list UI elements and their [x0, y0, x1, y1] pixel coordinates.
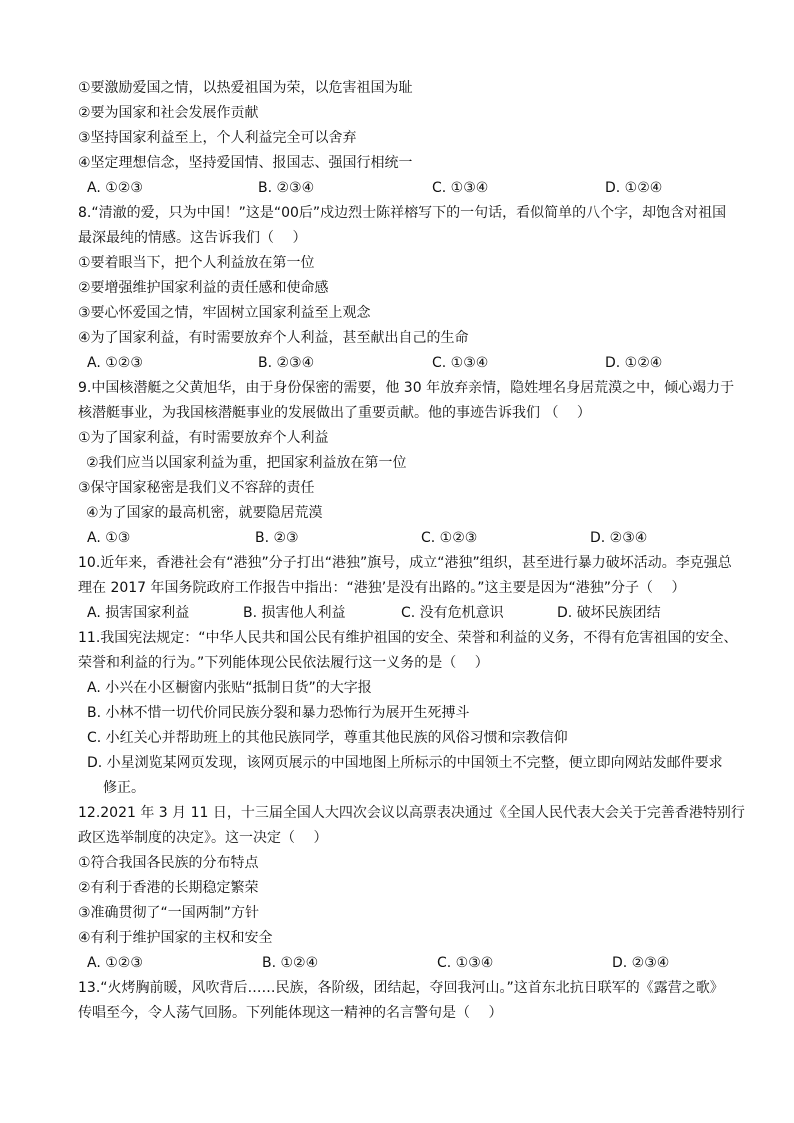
- q10-option-c: C. 没有危机意识: [401, 605, 504, 621]
- q11-stem-line-2: 荣誉和利益的行为。”下列能体现公民依法履行这一义务的是（ ）: [78, 655, 489, 671]
- q7-statement-3: ③坚持国家利益至上，个人利益完全可以舍弃: [78, 130, 357, 146]
- q10-option-d: D. 破坏民族团结: [557, 605, 661, 621]
- q12-option-a: A. ①②③: [87, 955, 143, 971]
- q12-stem-line-2: 政区选举制度的决定》。这一决定（ ）: [78, 830, 328, 846]
- q8-option-c: C. ①③④: [432, 355, 489, 371]
- q8-statement-3: ③要心怀爱国之情，牢固树立国家利益至上观念: [78, 305, 371, 321]
- q13-stem-line-2: 传唱至今，令人荡气回肠。下列能体现这一精神的名言警句是（ ）: [78, 1005, 503, 1021]
- q8-option-d: D. ①②④: [605, 355, 663, 371]
- q8-statement-1: ①要着眼当下，把个人利益放在第一位: [78, 255, 315, 271]
- q12-statement-1: ①符合我国各民族的分布特点: [78, 855, 259, 871]
- q9-stem-line-1: 9.中国核潜艇之父黄旭华，由于身份保密的需要，他 30 年放弃亲情，隐姓埋名身居荒漠之中，倾心竭力于: [78, 380, 735, 396]
- q9-option-a: A. ①③: [87, 530, 131, 546]
- q7-statement-1: ①要激励爱国之情，以热爱祖国为荣，以危害祖国为耻: [78, 80, 413, 96]
- q12-statement-4: ④有利于维护国家的主权和安全: [78, 930, 273, 946]
- q9-statement-1: ①为了国家利益，有时需要放弃个人利益: [78, 430, 329, 446]
- q11-stem-line-1: 11.我国宪法规定：“中华人民共和国公民有维护祖国的安全、荣誉和利益的义务，不得有危害祖国的安全、: [78, 630, 738, 646]
- q12-statement-2: ②有利于香港的长期稳定繁荣: [78, 880, 259, 896]
- q12-option-d: D. ②③④: [612, 955, 670, 971]
- q8-option-a: A. ①②③: [87, 355, 143, 371]
- q7-option-b: B. ②③④: [258, 180, 315, 196]
- q8-statement-4: ④为了国家利益，有时需要放弃个人利益，甚至献出自己的生命: [78, 330, 469, 346]
- q12-statement-3: ③准确贯彻了“一国两制”方针: [78, 905, 260, 921]
- q11-option-d: D. 小星浏览某网页发现，该网页展示的中国地图上所标示的中国领土不完整，便立即向网站发邮件要求: [87, 755, 723, 771]
- q7-option-d: D. ①②④: [605, 180, 663, 196]
- q7-statement-2: ②要为国家和社会发展作贡献: [78, 105, 259, 121]
- q9-stem-line-2: 核潜艇事业，为我国核潜艇事业的发展做出了重要贡献。他的事迹告诉我们 （ ）: [78, 405, 591, 421]
- q11-option-c: C. 小红关心并帮助班上的其他民族同学，尊重其他民族的风俗习惯和宗教信仰: [87, 730, 568, 746]
- q7-option-c: C. ①③④: [432, 180, 489, 196]
- q12-option-c: C. ①③④: [437, 955, 494, 971]
- q13-stem-line-1: 13.“火烤胸前暖，风吹背后……民族，各阶级，团结起，夺回我河山。”这首东北抗日联军的《露营之歌》: [78, 980, 724, 996]
- q8-stem-line-1: 8.“清澈的爱，只为中国！”这是“00后”戍边烈士陈祥榕写下的一句话，看似简单的八个字，却饱含对祖国: [78, 205, 727, 221]
- q9-option-b: B. ②③: [255, 530, 299, 546]
- q11-option-a: A. 小兴在小区橱窗内张贴“抵制日货”的大字报: [87, 680, 372, 696]
- q7-statement-4: ④坚定理想信念，坚持爱国情、报国志、强国行相统一: [78, 155, 413, 171]
- q9-option-c: C. ①②③: [421, 530, 478, 546]
- q11-option-b: B. 小林不惜一切代价同民族分裂和暴力恐怖行为展开生死搏斗: [87, 705, 470, 721]
- q8-stem-line-2: 最深最纯的情感。这告诉我们（ ）: [78, 230, 307, 246]
- q7-option-a: A. ①②③: [87, 180, 143, 196]
- q9-statement-2: ②我们应当以国家利益为重，把国家利益放在第一位: [86, 455, 407, 471]
- q8-option-b: B. ②③④: [258, 355, 315, 371]
- q9-statement-4: ④为了国家的最高机密，就要隐居荒漠: [86, 505, 323, 521]
- q8-statement-2: ②要增强维护国家利益的责任感和使命感: [78, 280, 329, 296]
- q10-option-a: A. 损害国家利益: [87, 605, 190, 621]
- q12-stem-line-1: 12.2021 年 3 月 11 日，十三届全国人大四次会议以高票表决通过《全国人民代表大会关于完善香港特别行: [78, 805, 745, 821]
- q11-option-d-continued: 修正。: [103, 780, 145, 796]
- q12-option-b: B. ①②④: [262, 955, 319, 971]
- q9-statement-3: ③保守国家秘密是我们义不容辞的责任: [78, 480, 315, 496]
- q10-stem-line-2: 理在 2017 年国务院政府工作报告中指出：“港独’是没有出路的。”这主要是因为“港独”分子（ ）: [78, 580, 686, 596]
- q10-stem-line-1: 10.近年来，香港社会有“港独”分子打出“港独”旗号，成立“港独”组织，甚至进行暴力破坏活动。李克强总: [78, 555, 732, 571]
- q10-option-b: B. 损害他人利益: [243, 605, 346, 621]
- q9-option-d: D. ②③④: [590, 530, 648, 546]
